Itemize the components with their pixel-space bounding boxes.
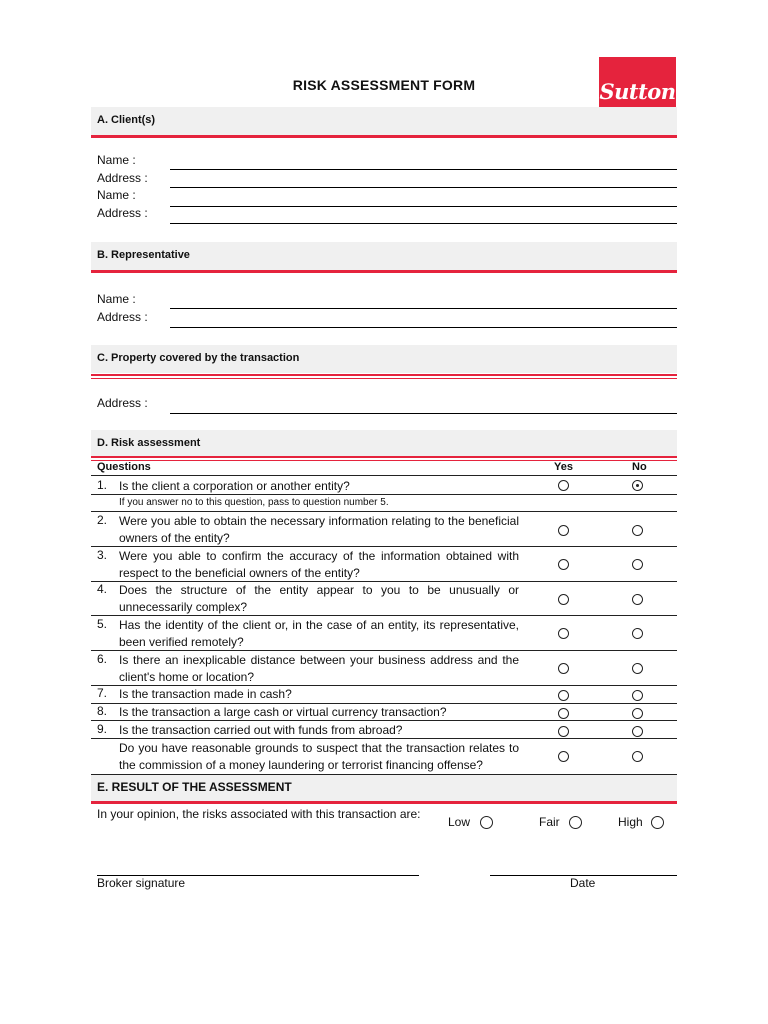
table-row-divider (91, 738, 677, 739)
rep-address-label: Address : (97, 310, 148, 324)
question-number: 4. (97, 582, 108, 596)
no-column-header: No (632, 461, 647, 473)
section-a-rule (91, 135, 677, 138)
question-text: Is there an inexplicable distance between your business address and the client's home or location? (119, 653, 519, 684)
question-number: 2. (97, 513, 108, 527)
form-title: RISK ASSESSMENT FORM (292, 77, 476, 93)
q2-no-radio[interactable] (632, 525, 643, 536)
section-e-title: E. RESULT OF THE ASSESSMENT (97, 780, 292, 794)
q1-note: If you answer no to this question, pass to question number 5. (119, 497, 389, 508)
q5-yes-radio[interactable] (558, 628, 569, 639)
table-row-divider (91, 511, 677, 512)
question-text: Is the transaction made in cash? (119, 687, 292, 701)
q7-yes-radio[interactable] (558, 690, 569, 701)
q8-yes-radio[interactable] (558, 708, 569, 719)
section-d-rule (91, 456, 677, 458)
table-row-divider (91, 720, 677, 721)
rep-address-field[interactable] (170, 327, 677, 328)
question-number: 6. (97, 652, 108, 666)
section-e-header (91, 775, 677, 801)
table-row-divider (91, 494, 677, 495)
question-number: 9. (97, 722, 108, 736)
q9-no-radio[interactable] (632, 726, 643, 737)
section-d-rule-2 (91, 460, 677, 461)
question-text: Is the client a corporation or another entity? (119, 479, 350, 493)
q1-yes-radio[interactable] (558, 480, 569, 491)
client-address-2-field[interactable] (170, 223, 677, 224)
section-c-title: C. Property covered by the transaction (97, 352, 300, 364)
section-d-header (91, 430, 677, 458)
client-name-2-label: Name : (97, 188, 136, 202)
q2-yes-radio[interactable] (558, 525, 569, 536)
broker-signature-label: Broker signature (97, 876, 186, 890)
q1-no-selected-dot (636, 484, 639, 487)
table-row-divider (91, 615, 677, 616)
q3-no-radio[interactable] (632, 559, 643, 570)
q10-no-radio[interactable] (632, 751, 643, 762)
date-label: Date (570, 876, 596, 890)
question-number: 8. (97, 704, 108, 718)
client-name-field[interactable] (170, 169, 677, 170)
q7-no-radio[interactable] (632, 690, 643, 701)
logo-text: Sutton (599, 79, 676, 104)
section-a-title: A. Client(s) (97, 114, 156, 126)
yes-column-header: Yes (554, 461, 573, 473)
rep-name-field[interactable] (170, 308, 677, 309)
table-row-divider (91, 546, 677, 547)
section-c-header (91, 345, 677, 373)
questions-column-header: Questions (97, 461, 151, 473)
client-name-2-field[interactable] (170, 206, 677, 207)
question-text: Does the structure of the entity appear to you to be unusually or unnecessarily complex? (119, 583, 519, 614)
q4-yes-radio[interactable] (558, 594, 569, 605)
risk-high-radio[interactable] (651, 816, 664, 829)
client-address-2-label: Address : (97, 206, 148, 220)
question-number: 3. (97, 548, 108, 562)
property-address-field[interactable] (170, 413, 677, 414)
table-row-divider (91, 650, 677, 651)
q1-no-radio[interactable] (632, 480, 643, 491)
risk-low-label: Low (448, 815, 471, 829)
q4-no-radio[interactable] (632, 594, 643, 605)
question-number: 5. (97, 617, 108, 631)
risk-high-label: High (618, 815, 643, 829)
section-d-title: D. Risk assessment (97, 437, 201, 449)
risk-fair-radio[interactable] (569, 816, 582, 829)
result-prompt: In your opinion, the risks associated with this transaction are: (97, 807, 421, 821)
q9-yes-radio[interactable] (558, 726, 569, 737)
property-address-label: Address : (97, 396, 148, 410)
q10-yes-radio[interactable] (558, 751, 569, 762)
risk-fair-label: Fair (539, 815, 560, 829)
client-address-label: Address : (97, 171, 148, 185)
client-name-label: Name : (97, 153, 136, 167)
section-c-rule-2 (91, 378, 677, 379)
client-address-field[interactable] (170, 187, 677, 188)
question-text: Has the identity of the client or, in the case of an entity, its representative, been verified remotely? (119, 618, 519, 649)
section-e-rule (91, 801, 677, 804)
question-text: Is the transaction carried out with funds from abroad? (119, 723, 403, 737)
question-text: Do you have reasonable grounds to suspect that the transaction relates to the commission of a money laundering or terrorist financing offense? (119, 741, 519, 772)
q5-no-radio[interactable] (632, 628, 643, 639)
section-b-rule (91, 270, 677, 273)
question-text: Were you able to obtain the necessary information relating to the beneficial owners of the entity? (119, 514, 519, 545)
section-c-rule (91, 374, 677, 376)
question-text: Were you able to confirm the accuracy of the information obtained with respect to the beneficial owners of the entity? (119, 549, 519, 580)
q3-yes-radio[interactable] (558, 559, 569, 570)
section-b-header (91, 242, 677, 270)
q6-no-radio[interactable] (632, 663, 643, 674)
question-number: 7. (97, 686, 108, 700)
question-text: Is the transaction a large cash or virtual currency transaction? (119, 705, 447, 719)
q8-no-radio[interactable] (632, 708, 643, 719)
question-number: 1. (97, 478, 108, 492)
section-a-header (91, 107, 677, 135)
rep-name-label: Name : (97, 292, 136, 306)
risk-low-radio[interactable] (480, 816, 493, 829)
section-b-title: B. Representative (97, 249, 190, 261)
table-row-divider (91, 475, 677, 476)
q6-yes-radio[interactable] (558, 663, 569, 674)
